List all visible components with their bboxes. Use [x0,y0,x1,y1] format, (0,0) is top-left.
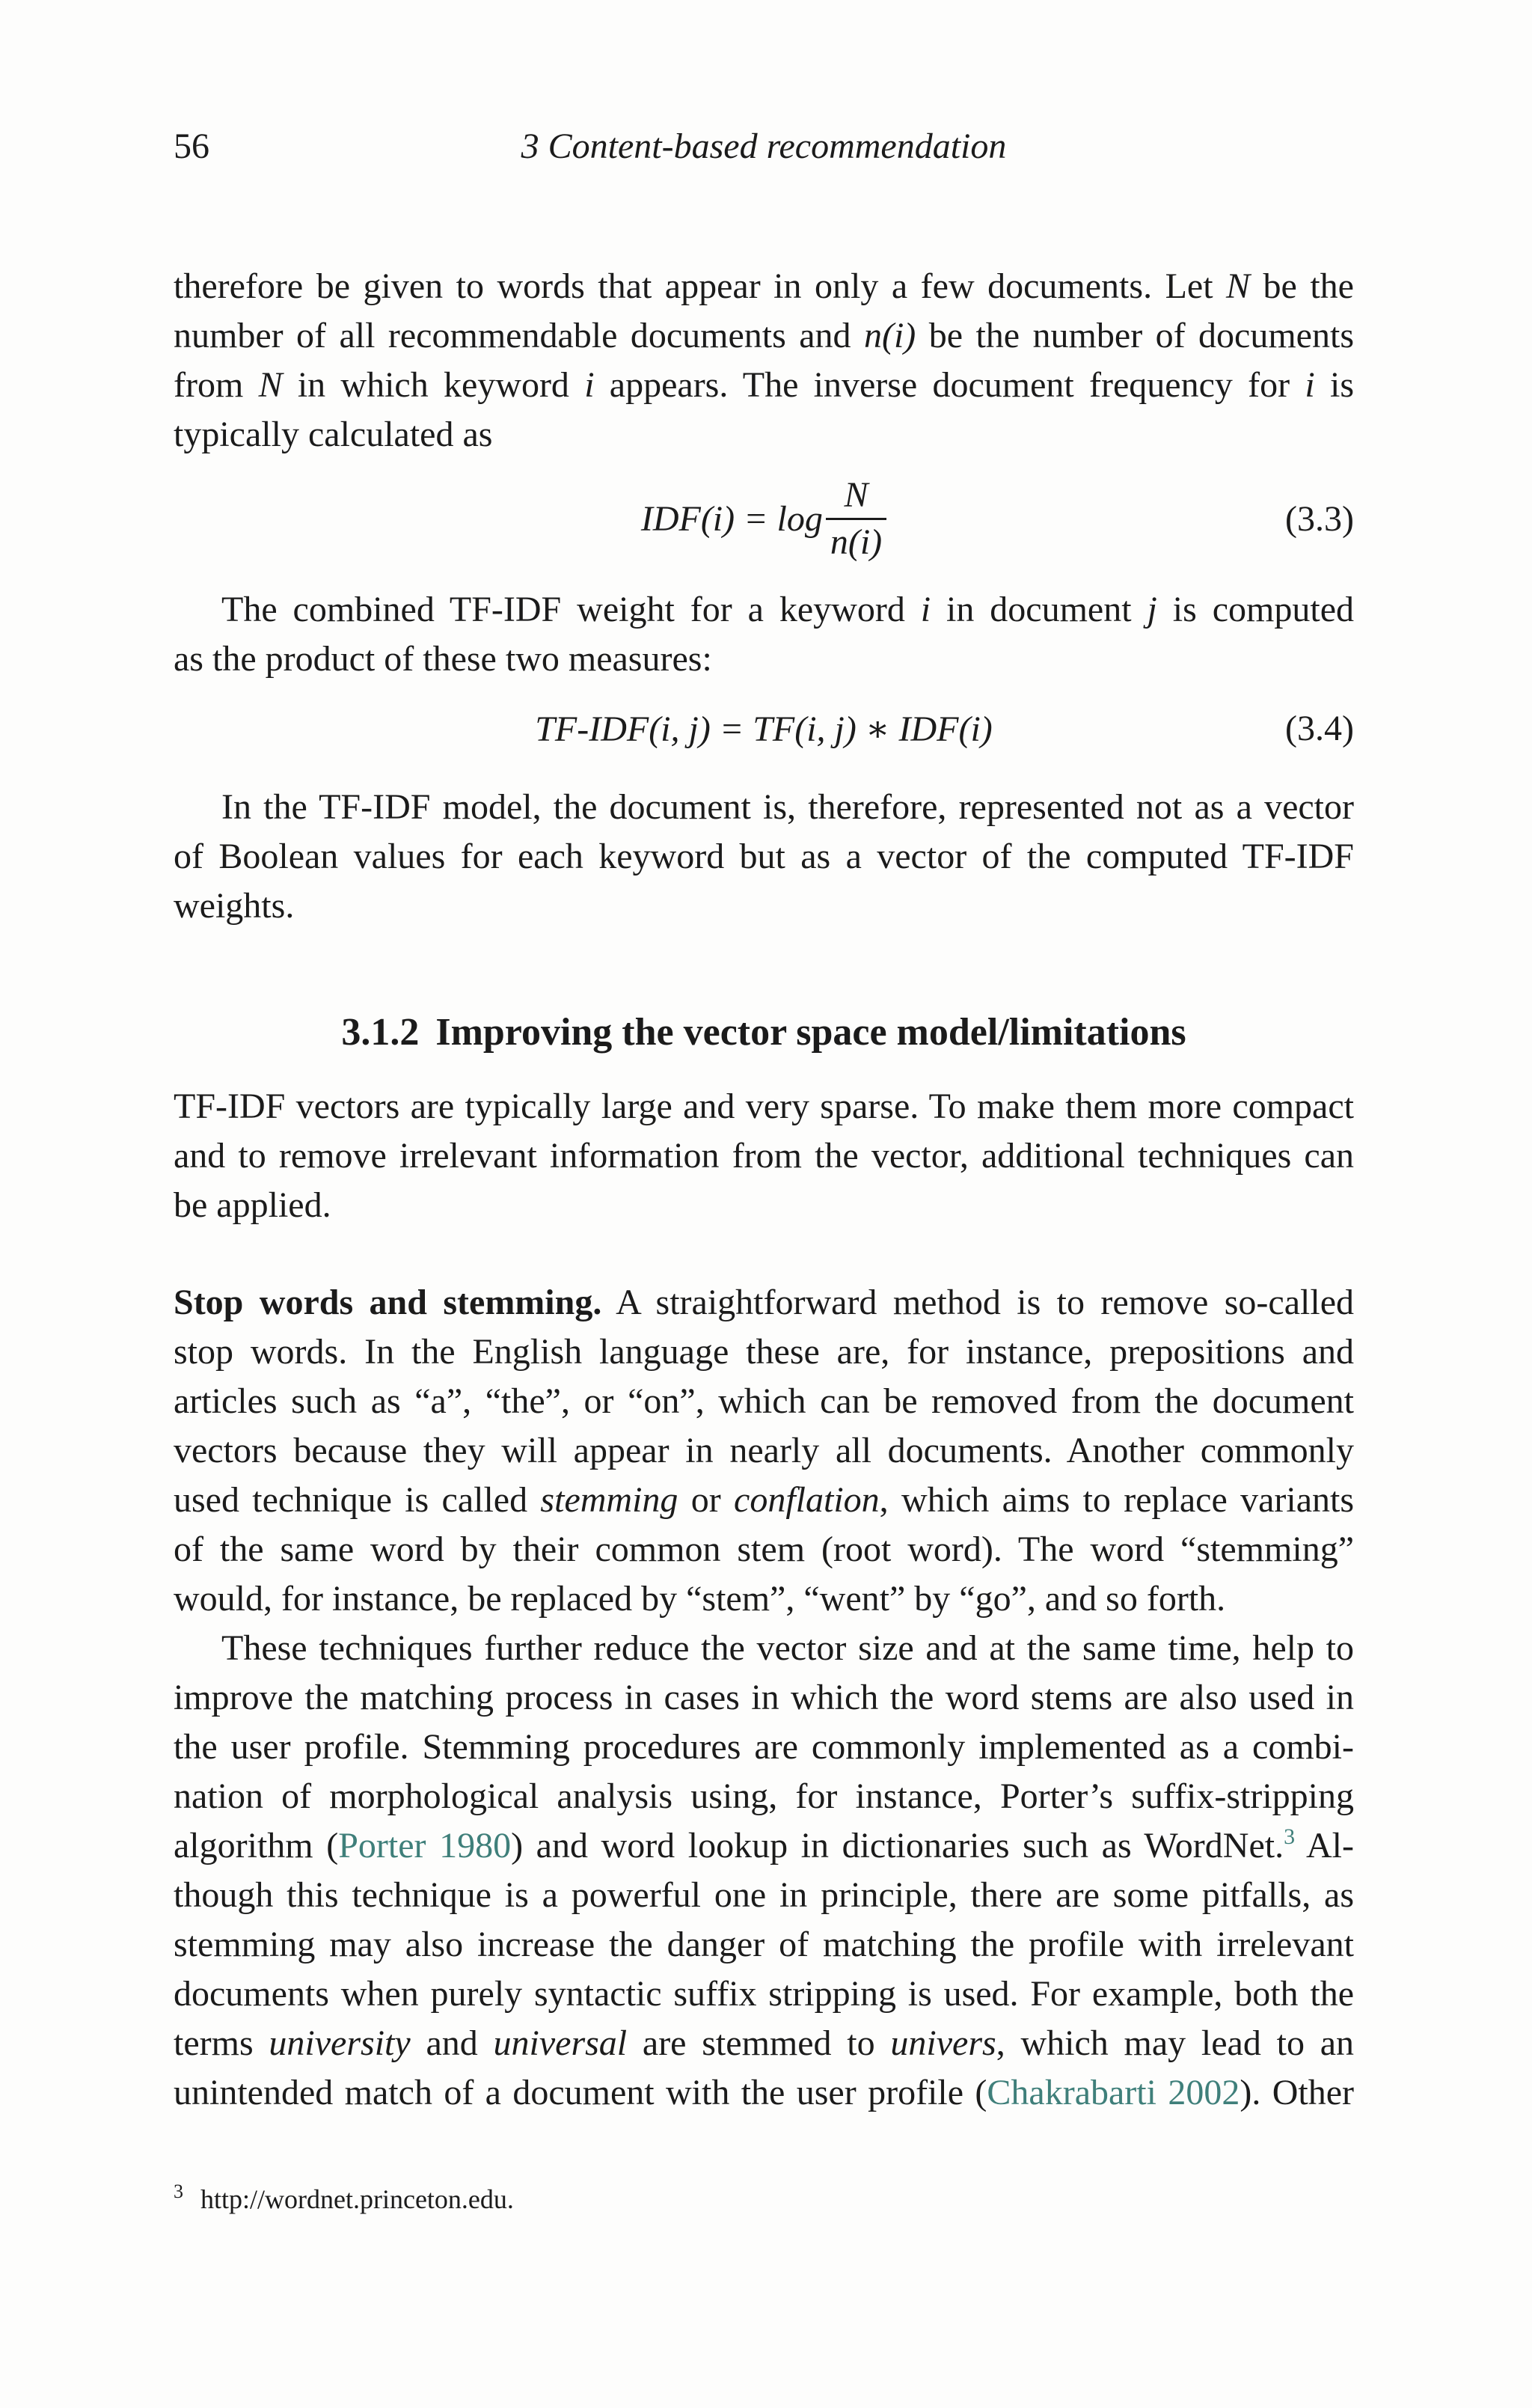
section-heading [174,1010,1354,1054]
text-line: of Boolean values for each keyword but as a vector of the computed TF-IDF [174,837,1354,876]
text-line: used technique is called stemming or conflation, which aims to replace variants [174,1480,1355,1520]
text-line: typically calculated as [174,415,493,454]
footnote-text: http://wordnet.princeton.edu. [200,2184,514,2214]
text-line: therefore be given to words that appear in only a few documents. Let N be the [174,266,1354,306]
text-line: nation of morphological analysis using, for instance, Porter’s suffix-stripping [174,1776,1354,1816]
text-line: vectors because they will appear in nearly all documents. Another commonly [174,1431,1354,1470]
section-title: Improving the vector space model/limitations [435,1011,1186,1054]
text-line: articles such as “a”, “the”, or “on”, which can be removed from the document [174,1381,1354,1421]
paragraph-idf-intro [174,262,1354,459]
citation-link-porter[interactable]: Porter 1980 [338,1826,512,1865]
text-line: be applied. [174,1185,331,1225]
page-header [174,126,1354,178]
text-line: as the product of these two measures: [174,639,712,679]
equation-body: IDF(i) = log $\frac{N}{n(i)}$ [174,473,1354,565]
text-line: unintended match of a document with the user profile (Chakrabarti 2002). Other [174,2073,1354,2112]
fraction: $\frac{N}{n(i)}$ [826,473,886,565]
text-line: though this technique is a powerful one in principle, there are some pitfalls, as [174,1875,1354,1915]
paragraph-tfidf-combined [174,585,1354,684]
text-line: stop words. In the English language these are, for instance, prepositions and [174,1332,1354,1372]
equation-number: (3.3) [1285,499,1354,539]
footnote-marker: 3 [174,2181,183,2202]
paragraph-tfidf-model [174,783,1354,931]
footnote-ref-link[interactable]: 3 [1284,1824,1296,1849]
text-line: improve the matching process in cases in which the word stems are also used in [174,1678,1354,1717]
text-line: In the TF-IDF model, the document is, therefore, represented not as a vector [221,787,1354,827]
equation-body: TF-IDF(i, j) = TF(i, j) ∗ IDF(i) [535,709,993,749]
text-line: number of all recommendable documents and n(i) be the number of documents [174,316,1354,355]
text-line: TF-IDF vectors are typically large and very sparse. To make them more compact [174,1087,1354,1126]
run-in-heading: Stop words and stemming. [174,1283,602,1322]
equation-3-4 [174,708,1354,760]
text-line: algorithm (Porter 1980) and word lookup in dictionaries such as WordNet.$^3$ Al- [174,1824,1355,1865]
running-head: 3 Content-based recommendation [521,126,1007,166]
text-line: terms university and universal are stemmed to univers, which may lead to an [174,2023,1355,2063]
text-line: and to remove irrelevant information from the vector, additional techniques can [174,1136,1354,1176]
paragraph-stop-words [174,1278,1354,1624]
text-line: These techniques further reduce the vector size and at the same time, help to [221,1628,1354,1668]
footnote [174,2181,514,2215]
paragraph-vector-sparse [174,1082,1354,1230]
paragraph-stemming [174,1624,1354,2118]
page-number: 56 [174,126,209,166]
text-line: stemming may also increase the danger of matching the profile with irrelevant [174,1925,1354,1964]
text-line: the user profile. Stemming procedures are commonly implemented as a combi- [174,1727,1354,1767]
equation-number: (3.4) [1285,709,1354,748]
text-line: weights. [174,886,295,926]
text-line: from N in which keyword i appears. The inverse document frequency for i is [174,365,1355,405]
citation-link-chakrabarti[interactable]: Chakrabarti 2002 [987,2073,1240,2112]
section-number: 3.1.2 [341,1011,420,1054]
text-line: documents when purely syntactic suffix stripping is used. For example, both the [174,1974,1354,2014]
text-line: Stop words and stemming. A straightforward method is to remove so-called [174,1283,1354,1322]
equation-3-3 [174,473,1354,570]
text-line: The combined TF-IDF weight for a keyword i in document j is computed [221,590,1354,629]
text-line: would, for instance, be replaced by “stem”, “went” by “go”, and so forth. [174,1579,1226,1619]
text-line: of the same word by their common stem (root word). The word “stemming” [174,1530,1354,1569]
